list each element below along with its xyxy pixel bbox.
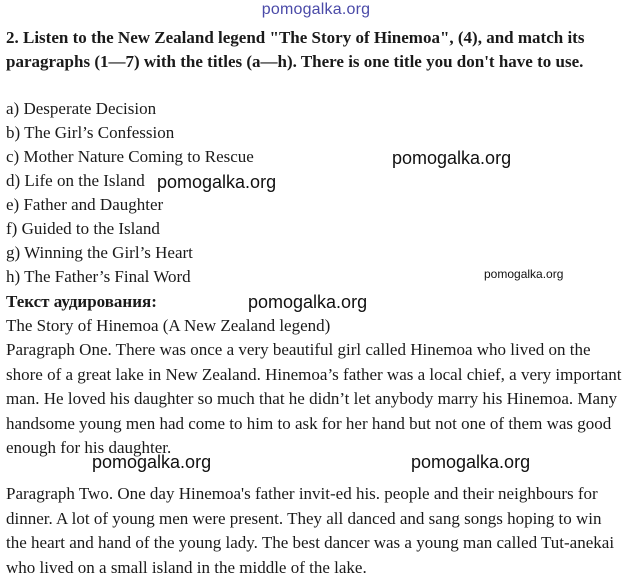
- title-option-g: g) Winning the Girl’s Heart: [6, 243, 193, 262]
- watermark: pomogalka.org: [248, 292, 368, 312]
- title-option-f: f) Guided to the Island: [6, 219, 160, 238]
- task-instructions: 2. Listen to the New Zealand legend "The Story of Hinemoa", (4), and match its paragraphs (1—7) with the titles (a—h). There is one title you don't have to use.: [6, 28, 585, 71]
- title-option-a: a) Desperate Decision: [6, 99, 157, 118]
- title-option-c: c) Mother Nature Coming to Rescue: [6, 147, 254, 166]
- transcript-heading: Текст аудирования:: [6, 292, 157, 311]
- watermark: pomogalka.org: [484, 267, 564, 281]
- title-option-d: d) Life on the Island: [6, 171, 145, 190]
- watermark: pomogalka.org: [392, 148, 512, 168]
- title-option-h: h) The Father’s Final Word: [6, 267, 191, 286]
- title-option-e: e) Father and Daughter: [6, 195, 164, 214]
- paragraph-two: Paragraph Two. One day Hinemoa's father invit-ed his. people and their neighbours for dinner. A lot of young men were present. They all danced and sang songs hoping to win the heart and hand of the young lady. The best dancer was a young man called Tut-anekai who lived on a small island in the middle of the lake.: [6, 484, 615, 577]
- watermark: pomogalka.org: [92, 452, 212, 472]
- story-subtitle: The Story of Hinemoa (A New Zealand legend): [6, 316, 331, 335]
- watermark: pomogalka.org: [157, 172, 277, 192]
- site-header: pomogalka.org: [261, 1, 371, 18]
- title-option-b: b) The Girl’s Confession: [6, 123, 175, 142]
- watermark: pomogalka.org: [411, 452, 531, 472]
- paragraph-one: Paragraph One. There was once a very beautiful girl called Hinemoa who lived on the shore of a great lake in New Zealand. Hinemoa’s father was a local chief, a very important man. He loved his daughter so much that he didn’t let anybody marry his Hinemoa. Many handsome young men had come to him to ask for her hand but not one of them was good enough for his daughter.: [6, 340, 622, 457]
